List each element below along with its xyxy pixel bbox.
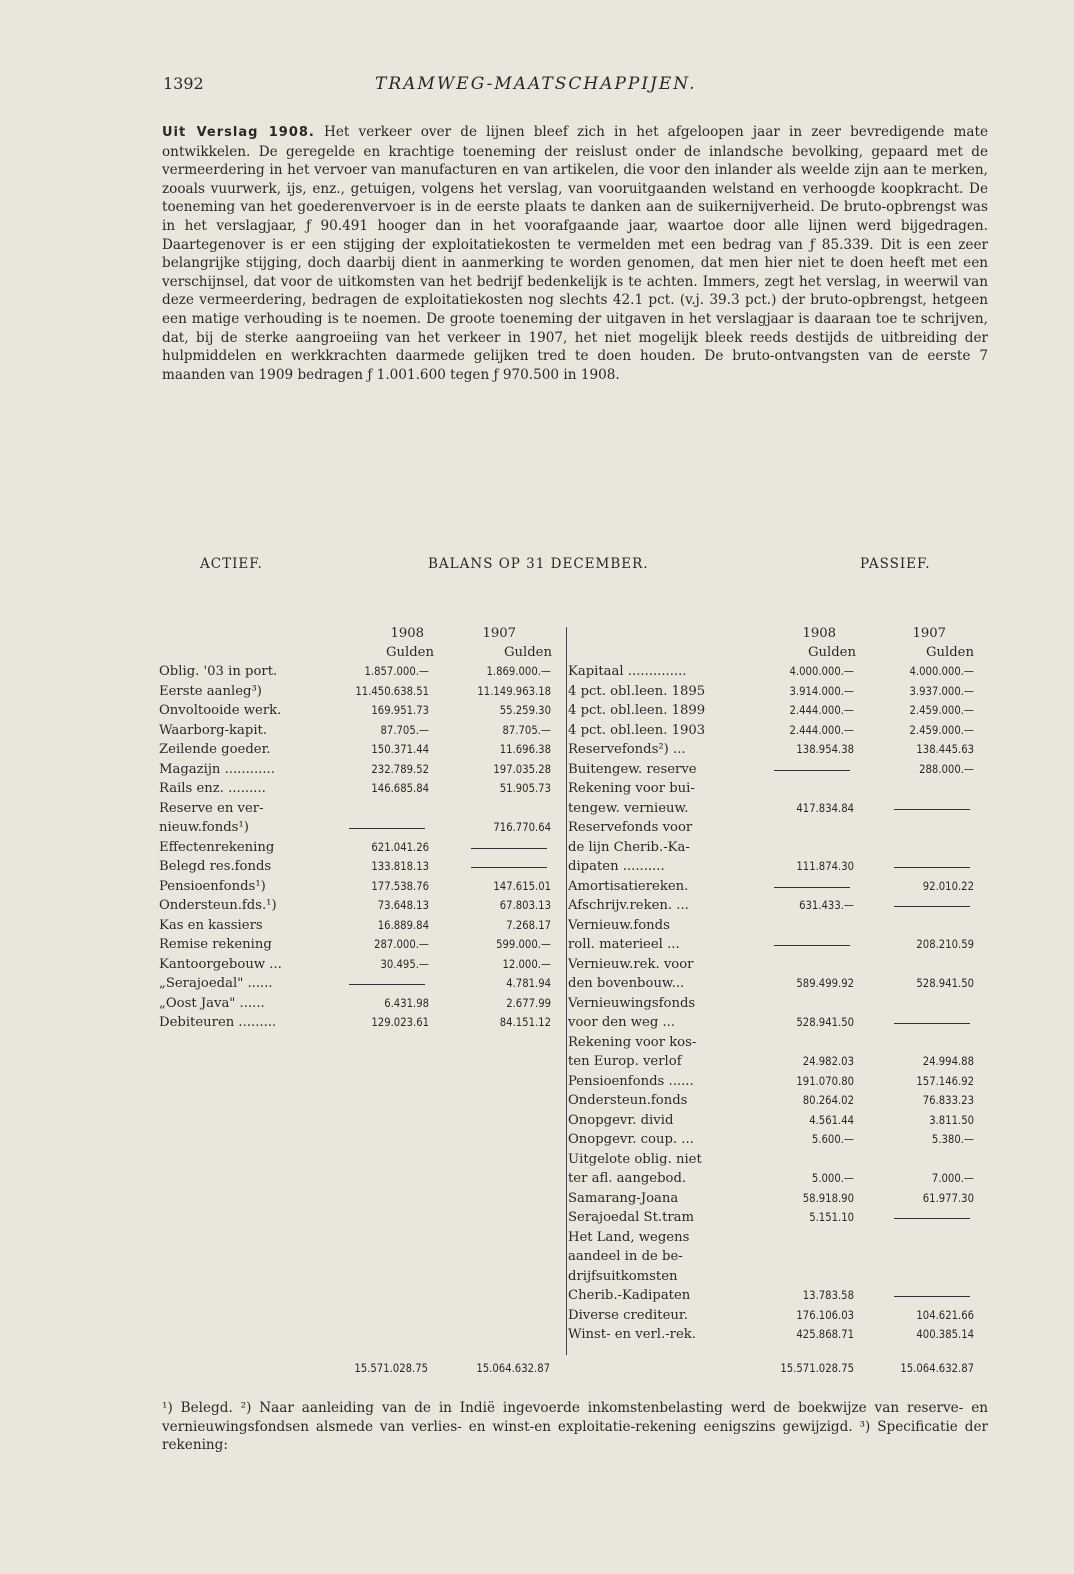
- passief-row: [568, 974, 978, 993]
- column-divider: [566, 627, 567, 1355]
- passief-label: 4 pct. obl.leen. 1903: [568, 722, 706, 738]
- actief-col-1907: 1907: [482, 626, 516, 641]
- passief-label: Rekening voor kos-: [568, 1034, 697, 1050]
- passief-v1908-value: 589.499.92: [796, 977, 854, 990]
- passief-label: Reservefonds²) ...: [568, 742, 686, 757]
- actief-v1908-value: 146.685.84: [371, 782, 429, 795]
- passief-label: Uitgelote oblig. niet: [568, 1151, 702, 1167]
- actief-heading: ACTIEF.: [200, 556, 263, 572]
- actief-v1908-value: 232.789.52: [371, 762, 429, 776]
- actief-label: Reserve en ver-: [159, 800, 264, 816]
- actief-v1908-dash: [349, 984, 425, 985]
- actief-v1908-value: 287.000.—: [374, 938, 429, 951]
- passief-v1908-value: 631.433.—: [799, 899, 854, 912]
- passief-label: Buitengew. reserve: [568, 761, 697, 777]
- actief-v1907-dash: [471, 848, 547, 849]
- passief-v1907-value: 288.000.—: [919, 762, 974, 776]
- actief-label: Waarborg-kapit.: [159, 722, 268, 738]
- passief-label: dipaten ..........: [568, 859, 665, 874]
- intro-text: Het verkeer over de lijnen bleef zich in het afgeloopen jaar in zeer bevredigende mate ontwikkelen. De geregelde en krachtige toeneming der reislust onder de inlandsche bevolking, gepaard met de vermeerdering in het vervoer van manufacturen en van artikelen, die voor den inlander als weelde zijn aan te merken, zooals vuurwerk, ijs, enz., getuigen, volgens het verslag, van vooruitgaanden welstand en verhoogde koopkracht. De toeneming van het goederenvervoer is in de eerste plaats te danken aan de suikernijverheid. De bruto-opbrengst was in het verslagjaar, ƒ 90.491 hooger dan in het voorafgaande jaar, waartoe door alle lijnen werd bijgedragen. Daartegenover is er een stijging der exploitatiekosten te vermelden met een bedrag van ƒ 85.339. Dit is een zeer belangrijke stijging, doch daarbij dient in aanmerking te worden genomen, dat men hier niet te doen heeft met een verschijnsel, dat voor de uitkomsten van het bedrijf bedenkelijk is te achten. Immers, zegt het verslag, in weerwil van deze vermeerdering, bedragen de exploitatiekosten nog slechts 42.1 pct. (v.j. 39.3 pct.) der bruto-opbrengst, hetgeen een matige verhouding is te noemen. De groote toeneming der uitgaven in het verslagjaar is daaraan toe te schrijven, dat, bij de sterke aangroeiing van het verkeer in 1907, het niet mogelijk bleek reeds destijds de uitbreiding der hulpmiddelen en werkkrachten daarmede gelijken tred te doen houden. De bruto-ontvangsten van de eerste 7 maanden van 1909 bedragen ƒ 1.001.600 tegen ƒ 970.500 in 1908.: [162, 124, 988, 383]
- passief-row: [568, 857, 978, 876]
- total-passief-1908: 15.571.028.75: [780, 1362, 854, 1375]
- actief-table: [159, 662, 559, 1030]
- passief-v1908-dash: [774, 887, 850, 888]
- passief-col-1908: 1908: [802, 626, 836, 641]
- passief-label: drijfsuitkomsten: [568, 1268, 678, 1284]
- passief-v1908-value: 2.444.000.—: [789, 704, 854, 717]
- passief-row: [568, 1267, 978, 1286]
- actief-row: [159, 701, 559, 720]
- actief-v1907-value: 51.905.73: [499, 782, 551, 795]
- actief-v1907-value: 7.268.17: [506, 918, 551, 932]
- actief-row: [159, 760, 559, 779]
- passief-row: [568, 1072, 978, 1091]
- actief-label: Ondersteun.fds.¹): [159, 898, 277, 913]
- passief-label: Onopgevr. coup. ...: [568, 1132, 694, 1147]
- passief-row: [568, 1091, 978, 1110]
- passief-v1907-value: 76.833.23: [922, 1094, 974, 1107]
- passief-v1908-value: 5.000.—: [811, 1172, 854, 1185]
- passief-label: Rekening voor bui-: [568, 781, 695, 796]
- actief-row: [159, 662, 559, 681]
- passief-v1908-value: 425.868.71: [796, 1328, 854, 1341]
- passief-row: [568, 1325, 978, 1344]
- actief-label: Pensioenfonds¹): [159, 878, 266, 894]
- passief-row: [568, 760, 978, 779]
- passief-label: Serajoedal St.tram: [568, 1210, 695, 1225]
- actief-v1907-value: 87.705.—: [502, 723, 551, 737]
- passief-label: Diverse crediteur.: [568, 1307, 688, 1323]
- actief-row: [159, 877, 559, 896]
- total-actief-1908: 15.571.028.75: [354, 1362, 428, 1375]
- passief-label: Kapitaal ..............: [568, 664, 687, 679]
- actief-row: [159, 896, 559, 915]
- actief-label: Kas en kassiers: [159, 917, 263, 933]
- passief-row: [568, 799, 978, 818]
- passief-v1907-dash: [894, 1218, 970, 1219]
- actief-row: [159, 818, 559, 837]
- total-passief-1907: 15.064.632.87: [900, 1362, 974, 1375]
- passief-row: [568, 1169, 978, 1188]
- passief-row: [568, 682, 978, 701]
- actief-row: [159, 1013, 559, 1032]
- passief-v1907-value: 3.937.000.—: [909, 684, 974, 698]
- running-head: TRAMWEG-MAATSCHAPPIJEN.: [375, 74, 697, 94]
- passief-v1907-value: 7.000.—: [931, 1172, 974, 1185]
- passief-v1907-value: 104.621.66: [916, 1308, 974, 1322]
- actief-v1907-value: 11.149.963.18: [477, 684, 551, 698]
- passief-row: [568, 1306, 978, 1325]
- actief-label: „Oost Java" ......: [159, 995, 265, 1011]
- actief-v1907-value: 599.000.—: [496, 938, 551, 951]
- actief-row: [159, 682, 559, 701]
- actief-label: Eerste aanleg³): [159, 683, 262, 699]
- actief-label: Debiteuren .........: [159, 1015, 277, 1030]
- actief-label: Magazijn ............: [159, 761, 275, 777]
- passief-row: [568, 779, 978, 798]
- intro-lead: Uit Verslag 1908.: [162, 125, 315, 140]
- passief-v1908-value: 417.834.84: [796, 801, 854, 815]
- actief-v1907-value: 12.000.—: [502, 957, 551, 971]
- passief-row: [568, 838, 978, 857]
- passief-v1907-value: 157.146.92: [916, 1074, 974, 1088]
- passief-row: [568, 916, 978, 935]
- passief-label: den bovenbouw...: [568, 976, 685, 991]
- passief-v1907-dash: [894, 867, 970, 868]
- passief-v1907-value: 2.459.000.—: [909, 704, 974, 717]
- passief-v1907-value: 24.994.88: [922, 1055, 974, 1068]
- actief-row: [159, 721, 559, 740]
- actief-v1907-value: 1.869.000.—: [486, 665, 551, 678]
- passief-row: [568, 955, 978, 974]
- footnote: ¹) Belegd. ²) Naar aanleiding van de in Indië ingevoerde inkomstenbelasting werd de boekwijze van reserve- en vernieuwingsfondsen alsmede van verlies- en winst-en exploitatie-rekening eenigszins gewijzigd. ³) Specificatie der rekening:: [162, 1400, 988, 1454]
- passief-label: Vernieuw.rek. voor: [568, 956, 694, 972]
- actief-row: [159, 799, 559, 818]
- total-actief-1907: 15.064.632.87: [476, 1362, 550, 1375]
- passief-v1908-value: 138.954.38: [796, 743, 854, 756]
- passief-row: [568, 721, 978, 740]
- passief-row: [568, 1033, 978, 1052]
- intro-paragraph: [162, 123, 988, 384]
- passief-v1907-value: 61.977.30: [922, 1191, 974, 1205]
- passief-label: Vernieuwingsfonds: [568, 995, 696, 1011]
- passief-label: 4 pct. obl.leen. 1899: [568, 703, 706, 718]
- passief-v1908-value: 80.264.02: [802, 1094, 854, 1107]
- actief-v1908-value: 177.538.76: [371, 879, 429, 893]
- passief-v1908-value: 3.914.000.—: [789, 684, 854, 698]
- passief-label: Pensioenfonds ......: [568, 1073, 694, 1089]
- passief-v1907-value: 5.380.—: [931, 1133, 974, 1146]
- actief-row: [159, 916, 559, 935]
- passief-v1908-value: 5.151.10: [809, 1211, 854, 1224]
- passief-v1908-value: 2.444.000.—: [789, 723, 854, 737]
- actief-v1908-value: 150.371.44: [371, 743, 429, 756]
- passief-row: [568, 1052, 978, 1071]
- passief-row: [568, 1247, 978, 1266]
- passief-label: Cherib.-Kadipaten: [568, 1288, 691, 1303]
- actief-v1908-value: 87.705.—: [380, 723, 429, 737]
- actief-v1908-value: 169.951.73: [371, 704, 429, 717]
- passief-label: Onopgevr. divid: [568, 1112, 674, 1128]
- passief-row: [568, 1013, 978, 1032]
- passief-v1907-dash: [894, 809, 970, 810]
- passief-row: [568, 1150, 978, 1169]
- passief-label: voor den weg ...: [568, 1015, 676, 1030]
- passief-v1908-value: 111.874.30: [796, 860, 854, 873]
- passief-v1908-value: 5.600.—: [811, 1133, 854, 1146]
- passief-row: [568, 1130, 978, 1149]
- actief-row: [159, 955, 559, 974]
- actief-v1907-value: 55.259.30: [499, 704, 551, 717]
- actief-row: [159, 974, 559, 993]
- actief-v1908-value: 621.041.26: [371, 840, 429, 854]
- actief-v1908-value: 1.857.000.—: [364, 665, 429, 678]
- passief-v1907-value: 138.445.63: [916, 743, 974, 756]
- actief-label: Rails enz. .........: [159, 781, 266, 796]
- passief-v1908-value: 528.941.50: [796, 1016, 854, 1029]
- actief-row: [159, 994, 559, 1013]
- actief-v1907-value: 11.696.38: [499, 743, 551, 756]
- passief-label: Amortisatiereken.: [568, 878, 689, 894]
- actief-v1907-value: 2.677.99: [506, 996, 551, 1010]
- actief-label: Oblig. '03 in port.: [159, 664, 278, 679]
- actief-v1908-value: 133.818.13: [371, 860, 429, 873]
- passief-label: 4 pct. obl.leen. 1895: [568, 683, 706, 699]
- passief-col-1907: 1907: [912, 626, 946, 641]
- passief-heading: PASSIEF.: [860, 556, 931, 572]
- passief-v1907-dash: [894, 1296, 970, 1297]
- passief-row: [568, 1228, 978, 1247]
- passief-v1908-value: 176.106.03: [796, 1308, 854, 1322]
- actief-v1907-value: 84.151.12: [499, 1016, 551, 1029]
- passief-label: Reservefonds voor: [568, 820, 693, 835]
- actief-v1908-dash: [349, 828, 425, 829]
- passief-label: Afschrijv.reken. ...: [568, 898, 689, 913]
- passief-v1907-value: 4.000.000.—: [909, 665, 974, 678]
- passief-v1907-dash: [894, 1023, 970, 1024]
- passief-table: [568, 662, 978, 1342]
- actief-v1908-value: 16.889.84: [377, 918, 429, 932]
- passief-row: [568, 1208, 978, 1227]
- passief-label: roll. materieel ...: [568, 937, 680, 952]
- actief-v1908-value: 73.648.13: [377, 899, 429, 912]
- actief-v1907-dash: [471, 867, 547, 868]
- actief-label: Zeilende goeder.: [159, 742, 271, 757]
- actief-row: [159, 779, 559, 798]
- passief-v1908-value: 191.070.80: [796, 1074, 854, 1088]
- passief-label: Samarang-Joana: [568, 1190, 679, 1206]
- passief-label: Winst- en verl.-rek.: [568, 1327, 696, 1342]
- actief-row: [159, 838, 559, 857]
- passief-v1907-value: 3.811.50: [929, 1113, 974, 1127]
- passief-v1908-value: 4.000.000.—: [789, 665, 854, 678]
- passief-row: [568, 818, 978, 837]
- passief-col-unit-1908: Gulden: [808, 645, 856, 660]
- actief-col-unit-1907: Gulden: [504, 645, 552, 660]
- page-number: 1392: [163, 74, 204, 93]
- actief-v1907-value: 197.035.28: [493, 762, 551, 776]
- passief-v1908-dash: [774, 770, 850, 771]
- balance-heading: BALANS OP 31 DECEMBER.: [428, 556, 649, 572]
- passief-row: [568, 994, 978, 1013]
- passief-v1907-value: 528.941.50: [916, 977, 974, 990]
- passief-label: Het Land, wegens: [568, 1229, 690, 1245]
- actief-label: Kantoorgebouw ...: [159, 956, 282, 972]
- actief-label: Onvoltooide werk.: [159, 703, 282, 718]
- actief-v1907-value: 147.615.01: [493, 879, 551, 893]
- actief-label: Belegd res.fonds: [159, 859, 272, 874]
- actief-row: [159, 740, 559, 759]
- passief-v1908-value: 13.783.58: [802, 1289, 854, 1302]
- actief-row: [159, 857, 559, 876]
- passief-row: [568, 740, 978, 759]
- actief-col-1908: 1908: [390, 626, 424, 641]
- passief-label: Ondersteun.fonds: [568, 1093, 688, 1108]
- passief-v1907-dash: [894, 906, 970, 907]
- passief-v1907-value: 400.385.14: [916, 1328, 974, 1341]
- passief-row: [568, 935, 978, 954]
- passief-row: [568, 701, 978, 720]
- passief-v1907-value: 92.010.22: [922, 879, 974, 893]
- actief-v1907-value: 4.781.94: [506, 977, 551, 990]
- actief-col-unit-1908: Gulden: [386, 645, 434, 660]
- actief-v1908-value: 6.431.98: [384, 996, 429, 1010]
- passief-v1908-dash: [774, 945, 850, 946]
- passief-row: [568, 1189, 978, 1208]
- passief-label: ten Europ. verlof: [568, 1054, 682, 1069]
- passief-label: ter afl. aangebod.: [568, 1171, 687, 1186]
- actief-label: Remise rekening: [159, 937, 272, 952]
- actief-v1908-value: 129.023.61: [371, 1016, 429, 1029]
- actief-label: Effectenrekening: [159, 839, 275, 855]
- passief-v1907-value: 2.459.000.—: [909, 723, 974, 737]
- actief-label: „Serajoedal" ......: [159, 976, 273, 991]
- passief-v1907-value: 208.210.59: [916, 938, 974, 951]
- actief-v1908-value: 30.495.—: [380, 957, 429, 971]
- passief-row: [568, 662, 978, 681]
- passief-row: [568, 1111, 978, 1130]
- passief-row: [568, 896, 978, 915]
- actief-row: [159, 935, 559, 954]
- passief-v1908-value: 4.561.44: [809, 1113, 854, 1127]
- passief-row: [568, 877, 978, 896]
- passief-row: [568, 1286, 978, 1305]
- passief-col-unit-1907: Gulden: [926, 645, 974, 660]
- actief-v1907-value: 716.770.64: [493, 821, 551, 834]
- passief-label: Vernieuw.fonds: [568, 917, 670, 933]
- passief-v1908-value: 24.982.03: [802, 1055, 854, 1068]
- actief-label: nieuw.fonds¹): [159, 820, 249, 835]
- passief-label: aandeel in de be-: [568, 1249, 683, 1264]
- actief-v1907-value: 67.803.13: [499, 899, 551, 912]
- passief-label: tengew. vernieuw.: [568, 800, 689, 816]
- passief-label: de lijn Cherib.-Ka-: [568, 839, 690, 855]
- passief-v1908-value: 58.918.90: [802, 1191, 854, 1205]
- actief-v1908-value: 11.450.638.51: [355, 684, 429, 698]
